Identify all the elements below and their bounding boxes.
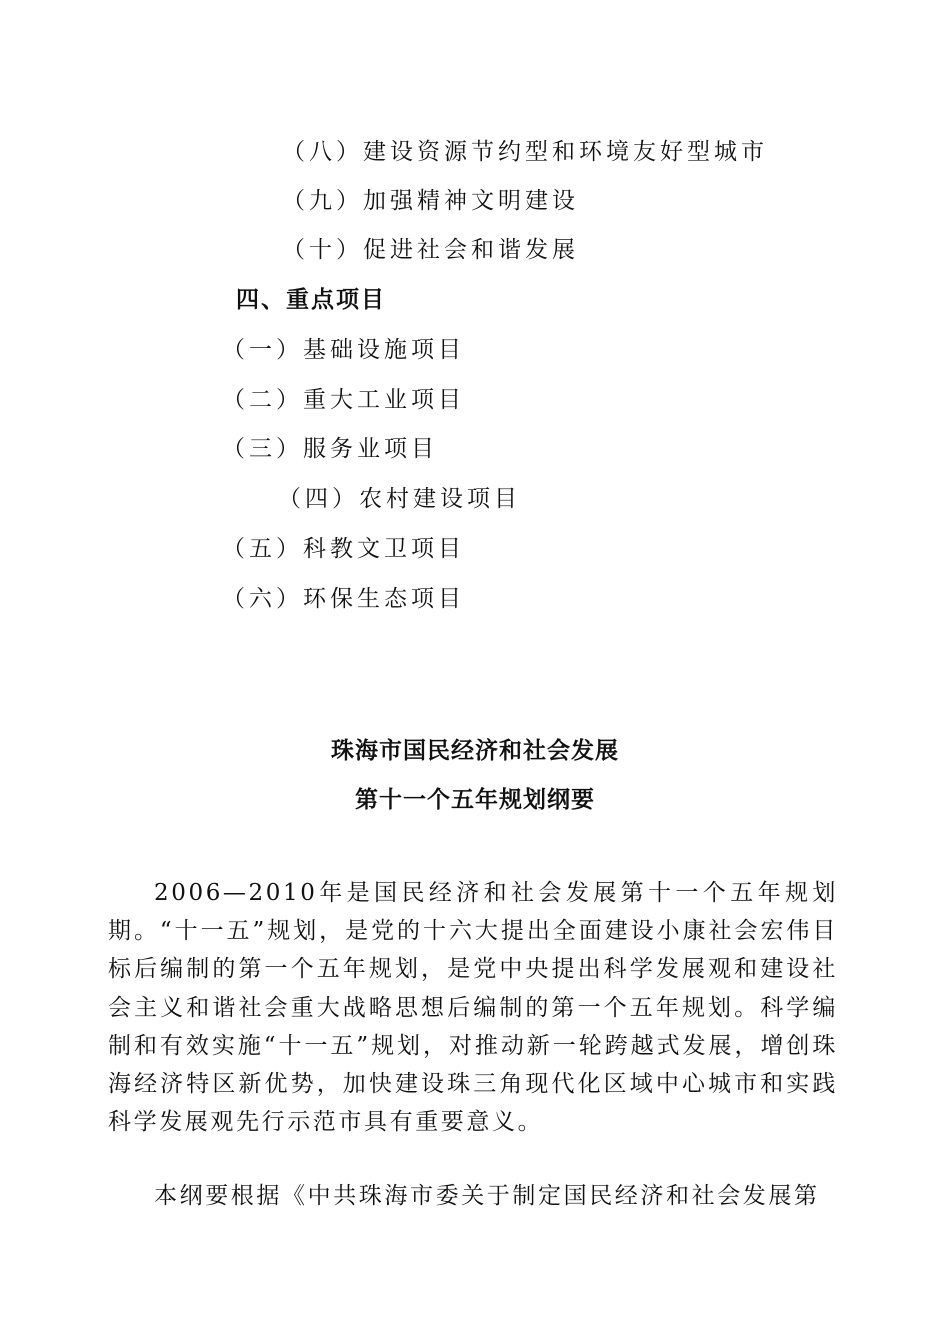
document-title-line-1: 珠海市国民经济和社会发展 — [331, 738, 619, 764]
toc-sub-item-4: （四）农村建设项目 — [278, 486, 521, 512]
body-paragraph-2: 本纲要根据《中共珠海市委关于制定国民经济和社会发展第 — [154, 1183, 820, 1209]
toc-sub-item-1: （一）基础设施项目 — [222, 337, 465, 363]
toc-sub-item-3: （三）服务业项目 — [222, 436, 438, 462]
document-title-line-2: 第十一个五年规划纲要 — [355, 787, 595, 813]
toc-sub-item-5: （五）科教文卫项目 — [222, 536, 465, 562]
toc-sub-item-6: （六）环保生态项目 — [222, 586, 465, 612]
toc-item-9: （九）加强精神文明建设 — [282, 188, 579, 214]
toc-section-heading: 四、重点项目 — [236, 287, 386, 313]
toc-item-10: （十）促进社会和谐发展 — [282, 237, 579, 263]
toc-sub-item-2: （二）重大工业项目 — [222, 387, 465, 413]
toc-item-8: （八）建设资源节约型和环境友好型城市 — [282, 139, 768, 165]
body-paragraph-1: 2006—2010年是国民经济和社会发展第十一个五年规划期。“十一五”规划，是党的十六大提出全面建设小康社会宏伟目标后编制的第一个五年规划，是党中央提出科学发展观和建设社会主义和谐社会重大战略思想后编制的第一个五年规划。科学编制和有效实施“十一五”规划，对推动新一轮跨越式发展，增创珠海经济特区新优势，加快建设珠三角现代化区域中心城市和实践科学发展观先行示范市具有重要意义。 — [108, 880, 838, 1136]
